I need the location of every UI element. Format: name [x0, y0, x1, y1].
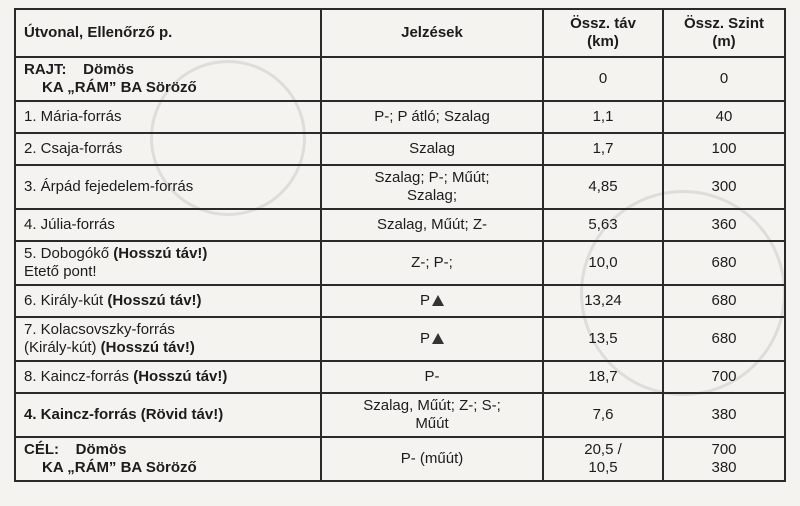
checkpoint-name: 6. Király-kút (Hosszú táv!) — [15, 285, 321, 317]
header-level: Össz. Szint (m) — [663, 9, 785, 57]
marking: P- — [321, 361, 543, 393]
table-row — [15, 133, 785, 165]
table-row — [15, 361, 785, 393]
level: 680 — [663, 241, 785, 285]
table-row — [15, 317, 785, 361]
marking: P — [321, 317, 543, 361]
table-row — [15, 437, 785, 481]
level: 380 — [663, 393, 785, 437]
level: 360 — [663, 209, 785, 241]
table-row — [15, 101, 785, 133]
marking: Szalag, Műút; Z- — [321, 209, 543, 241]
checkpoint-name: 3. Árpád fejedelem-forrás — [15, 165, 321, 209]
level: 680 — [663, 285, 785, 317]
triangle-icon — [432, 333, 444, 344]
marking: Szalag; P-; Műút; Szalag; — [321, 165, 543, 209]
level: 680 — [663, 317, 785, 361]
marking: Szalag — [321, 133, 543, 165]
checkpoint-name: 4. Júlia-forrás — [15, 209, 321, 241]
route-table — [14, 8, 786, 482]
checkpoint-name: CÉL: Dömös KA „RÁM” BA Söröző — [15, 437, 321, 481]
distance: 5,63 — [543, 209, 663, 241]
checkpoint-name: 7. Kolacsovszky-forrás (Király-kút) (Hosszú táv!) — [15, 317, 321, 361]
marking: Szalag, Műút; Z-; S-; Műút — [321, 393, 543, 437]
level: 300 — [663, 165, 785, 209]
header-markings: Jelzések — [321, 9, 543, 57]
table-row — [15, 285, 785, 317]
checkpoint-name: 5. Dobogókő (Hosszú táv!) Etető pont! — [15, 241, 321, 285]
level: 100 — [663, 133, 785, 165]
header-row — [15, 9, 785, 57]
marking — [321, 57, 543, 101]
header-distance: Össz. táv (km) — [543, 9, 663, 57]
level: 40 — [663, 101, 785, 133]
distance: 7,6 — [543, 393, 663, 437]
checkpoint-name: 2. Csaja-forrás — [15, 133, 321, 165]
distance: 13,5 — [543, 317, 663, 361]
table-row — [15, 393, 785, 437]
table-row — [15, 165, 785, 209]
table-row — [15, 209, 785, 241]
header-route: Útvonal, Ellenőrző p. — [15, 9, 321, 57]
checkpoint-name: 8. Kaincz-forrás (Hosszú táv!) — [15, 361, 321, 393]
marking: P- (műút) — [321, 437, 543, 481]
table-row — [15, 241, 785, 285]
level: 0 — [663, 57, 785, 101]
distance: 13,24 — [543, 285, 663, 317]
marking: Z-; P-; — [321, 241, 543, 285]
distance: 20,5 / 10,5 — [543, 437, 663, 481]
distance: 1,1 — [543, 101, 663, 133]
level: 700 380 — [663, 437, 785, 481]
table-row — [15, 57, 785, 101]
distance: 10,0 — [543, 241, 663, 285]
marking: P — [321, 285, 543, 317]
distance: 0 — [543, 57, 663, 101]
checkpoint-name: 4. Kaincz-forrás (Rövid táv!) — [15, 393, 321, 437]
distance: 18,7 — [543, 361, 663, 393]
marking: P-; P átló; Szalag — [321, 101, 543, 133]
distance: 1,7 — [543, 133, 663, 165]
checkpoint-name: RAJT: Dömös KA „RÁM” BA Söröző — [15, 57, 321, 101]
distance: 4,85 — [543, 165, 663, 209]
level: 700 — [663, 361, 785, 393]
checkpoint-name: 1. Mária-forrás — [15, 101, 321, 133]
triangle-icon — [432, 295, 444, 306]
